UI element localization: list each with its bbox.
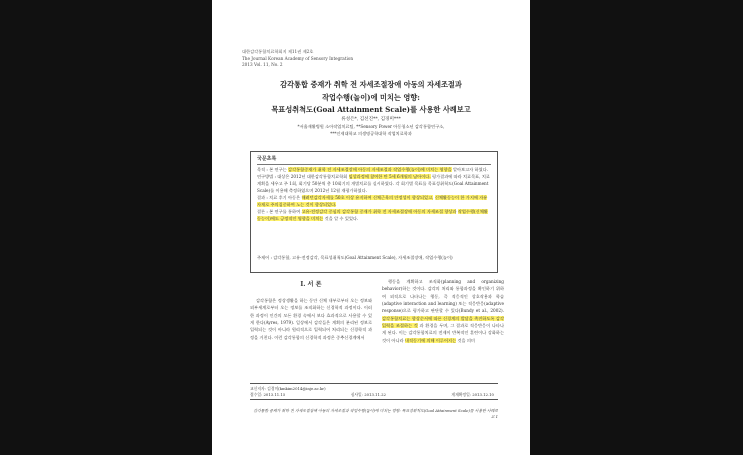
keywords: 주제어 : 감각통합, 고유-전정감각, 목표성취척도(Goal Attainment Scale), 자세조절장애, 작업수행(놀이) [257,255,453,261]
body-column-left [250,278,372,341]
highlight-method: 임상과정에 참여한 만 5세 6개월의 남아이다. [348,174,431,180]
footnote-box [250,383,498,400]
method-tail: 평가결과에 따라 치료목표, 치료계획을 세우고 주 1회, 회기당 50분씩 총 10회기의 개별치료를 실시하였다. 각 회기별 목표를 목표성취척도(Goal Attainment Scale)를 이용해 측정하였으며 2012년 12월 재평가하였다. [257,174,490,193]
conclusion-label: 결론 : 본 연구를 통하여 [257,209,301,215]
abstract-method [257,174,491,194]
affiliation-2: ***인제대학교 의생명공학대학 작업치료학과 [330,130,412,136]
title-line-1: 감각통합 중재가 취학 전 자세조절장애 아동의 자세조절과 [280,80,462,89]
purpose-tail: 알아보고자 하였다. [452,167,488,172]
method-label: 연구방법 : 대상은 2012년 대한감각통합치료학회 [257,174,348,180]
title-line-3: 목표성취척도(Goal Attainment Scale)를 사용한 사례보고 [271,105,471,115]
paper-page [212,0,530,455]
right-tail-text: 것을 의미 [457,337,475,343]
abstract-purpose [257,167,491,174]
affiliations [242,124,500,137]
highlight-conclusion-2: 작업수행(신체활동능이)에도 긍정적인 영향을 미치는 [257,209,488,221]
journal-name-english: The Journal Korean Academy of Sensory Integration [242,55,354,61]
highlight-right-2: 내적동기에 의해 이루어지는 [404,337,457,343]
right-mid-text: 과 환경을 두며, 그 결과로 적응반응이 나타나게 된다. 이는 감각통합치료의 전제이 반복적인 훈련이나 강화하는 것이 아니라 [382,323,504,343]
highlight-purpose: 감각통합중재가 취학 전 자세조절장애 아동의 자세조절과 작업수행(놀이)에 미치는 영향을 [288,167,452,172]
abstract-conclusion [257,209,491,222]
corresponding-author: 교신저자: 김경미(kmkim2014@inje.ac.kr) [250,386,326,391]
title-line-2: 작업수행(놀이)에 미치는 영향: [322,92,420,102]
running-head: 감각통합 중재가 취학 전 자세조절장애 아동의 자세조절과 작업수행(놀이)에 미치는 영향: 목표성취척도(Goal Attainment Scale)를 사용한 사례보고 1 [253,408,498,419]
intro-paragraph-right [382,278,504,344]
highlight-right-1: 감각통합치료는 향상순서에 따른 신경계의 발달을 촉진하도록 감각입력을 조절하는 것 [382,315,504,329]
author-list: 류성은*, 김선진**, 김경미*** [341,117,401,122]
right-text: 행동을 계획하고 조직화(planning and organizing behavior)하는 것이다. 감각의 처리와 통합과정을 확인하기 위하여 외적으로 나타나는 행동, 즉 적응적인 상호작용과 학습(adaptive interaction and learning) 또는 적응반응(adaptive response)으로 평가하고 판단할 수 있다(Bundy et al., 2002). [382,279,504,314]
purpose-label: 목적 : 본 연구는 [257,167,287,172]
section-heading: Ⅰ. 서 론 [300,281,322,288]
highlight-result-2: 신체활동능이 한 가지에 자유자재로 주의집중하여 노는 것이 향상되었다. [257,195,488,207]
journal-name-korean: 대한감각통합치료학회지 제11권 제2호 [242,49,314,54]
paper-title [242,79,500,117]
abstract-box [250,151,498,273]
date-row [250,392,498,399]
abstract-heading: 국문초록 [257,155,491,165]
received-date: 접수일: 2013.11.15 [250,392,286,398]
journal-header [242,49,500,69]
affiliation-1: *서울재활병원 소아작업치료팀, **Sensory Power 아동청소년 감각통합연구소, [297,124,445,129]
accepted-date: 게재확정일: 2013.12.10 [451,392,494,398]
result-label: 결과 : 치료 후기 아동은 [257,195,301,201]
body-column-right [382,278,504,344]
abstract-result [257,195,491,208]
highlight-result-1: 때려던감각자세를 50초 이상 유지하여 신체근육의 안정성이 향상되었고, [301,195,434,201]
journal-volume: 2013 Vol. 11, No. 2 [242,62,283,68]
review-date: 심사일: 2013.11.22 [350,392,386,398]
highlight-conclusion-1: 고유-전정감각 중심의 감각통합 중재가 취학 전 자세조절장애 아동의 자세조절 향상과 [301,209,457,215]
intro-paragraph-left: 감각통합은 정상생활을 하는 동안 신체 내부로부터 오는 정보와 외부세계로부터 오는 정보를 조직화하는 신경학적 과정이다. 이러한 과정이 인간의 모든 환경 속에서 보다 효과적으로 사용할 수 있게 한다(Ayres, 1979). 일상에서 감각들은 계획의 분리된 정보로 입력되는 것이 아니라 원리적으로 입력되어 처리되는 신경학적 과정을 거친다. 이런 감각통합의 신경학적 과정은 중추신경계에서 [250,297,372,340]
conclusion-tail: 것을 알 수 있었다. [324,215,359,221]
